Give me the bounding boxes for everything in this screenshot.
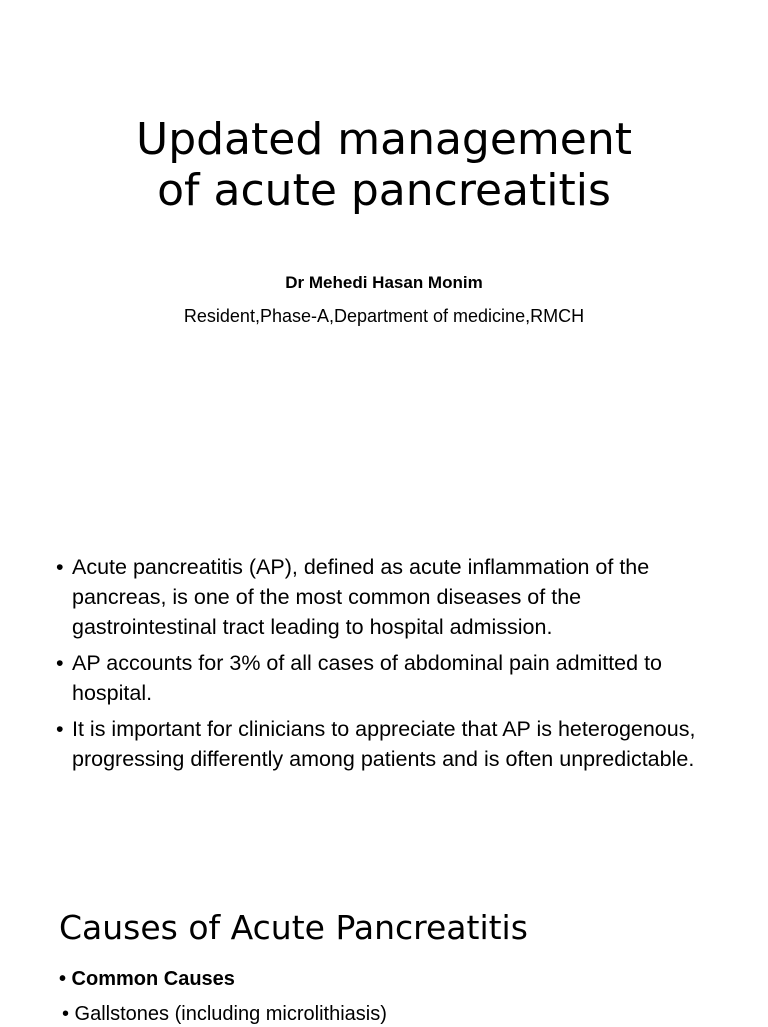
cause-list-item: • Gallstones (including microlithiasis)	[62, 1003, 387, 1025]
bullet-symbol: •	[56, 717, 64, 741]
bullet-item	[56, 714, 726, 774]
bullet-symbol: •	[56, 555, 64, 579]
bullet-item	[56, 552, 726, 642]
presentation-title	[0, 114, 768, 216]
intro-bullet-list	[56, 552, 726, 780]
author-name: Dr Mehedi Hasan Monim	[285, 273, 483, 292]
common-causes-heading: • Common Causes	[59, 968, 235, 990]
author-affiliation: Resident,Phase-A,Department of medicine,RMCH	[183, 306, 585, 326]
causes-title: Causes of Acute Pancreatitis	[59, 908, 528, 947]
bullet-symbol: •	[56, 651, 64, 675]
bullet-item	[56, 648, 726, 708]
causes-slide	[0, 860, 768, 1024]
title-line-1: Updated management	[135, 114, 632, 165]
title-line-2: of acute pancreatitis	[157, 165, 611, 216]
bullet-text: It is important for clinicians to appreciate that AP is heterogenous, progressing differently among patients and is often unpredictable.	[72, 717, 696, 771]
bullet-text: AP accounts for 3% of all cases of abdominal pain admitted to hospital.	[72, 651, 663, 705]
bullet-text: Acute pancreatitis (AP), defined as acute inflammation of the pancreas, is one of the most common diseases of the gastrointestinal tract leading to hospital admission.	[72, 555, 650, 639]
intro-slide	[0, 520, 768, 860]
